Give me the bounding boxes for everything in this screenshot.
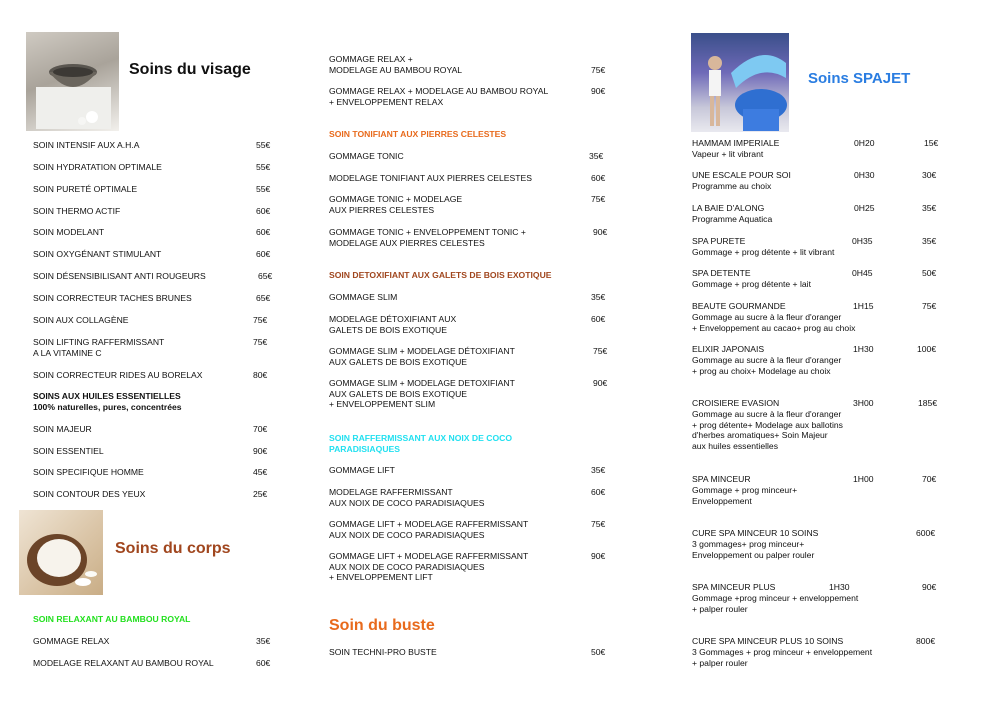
raff-heading: SOIN RAFFERMISSANT AUX NOIX DE COCO PARADISIAQUES (329, 433, 513, 454)
list-item-price: 60€ (591, 173, 606, 183)
list-item-name: MODELAGE RAFFERMISSANT AUX NOIX DE COCO PARADISIAQUES (329, 487, 485, 508)
list-item-name: SOIN CORRECTEUR TACHES BRUNES (33, 293, 192, 303)
list-item-name: ELIXIR JAPONAIS (692, 344, 765, 354)
list-item-price: 30€ (922, 170, 937, 180)
list-item-name: MODELAGE RELAXANT AU BAMBOU ROYAL (33, 658, 214, 668)
list-item-name: SOIN LIFTING RAFFERMISSANT A LA VITAMINE C (33, 337, 165, 358)
list-item-name: SOIN MAJEUR (33, 424, 92, 434)
list-item-desc: Gommage au sucre à la fleur d'oranger + prog au choix+ Modelage au choix (692, 355, 842, 376)
list-item-price: 35€ (922, 203, 937, 213)
spajet-capsule-image (691, 33, 789, 132)
list-item-price: 35€ (256, 636, 271, 646)
list-item-price: 185€ (918, 398, 938, 408)
list-item-price: 90€ (593, 378, 608, 388)
list-item-price: 90€ (591, 551, 606, 561)
list-item-price: 75€ (591, 194, 606, 204)
list-item-price: 75€ (922, 301, 937, 311)
list-item-price: 75€ (591, 65, 606, 75)
list-item-price: 75€ (591, 519, 606, 529)
list-item-price: 65€ (258, 271, 273, 281)
list-item-name: MODELAGE TONIFIANT AUX PIERRES CELESTES (329, 173, 532, 183)
list-item-duration: 1H30 (853, 344, 874, 354)
list-item-price: 55€ (256, 140, 271, 150)
list-item-price: 75€ (253, 337, 268, 347)
list-item-price: 90€ (593, 227, 608, 237)
list-item-price: 90€ (591, 86, 606, 96)
spa-bowl-icon (26, 32, 119, 131)
list-item-name: CROISIERE EVASION (692, 398, 780, 408)
list-item-name: GOMMAGE SLIM (329, 292, 398, 302)
list-item-name: SPA DETENTE (692, 268, 751, 278)
list-item-name: LA BAIE D'ALONG (692, 203, 765, 213)
spa-bowl-image (26, 32, 119, 131)
list-item-name: SOIN INTENSIF AUX A.H.A (33, 140, 140, 150)
list-item-name: SOIN OXYGÉNANT STIMULANT (33, 249, 162, 259)
list-item-name: SOIN PURETÉ OPTIMALE (33, 184, 138, 194)
list-item-name: GOMMAGE TONIC + MODELAGE AUX PIERRES CELESTES (329, 194, 463, 215)
visage-title: Soins du visage (129, 61, 251, 78)
list-item-duration: 0H45 (852, 268, 873, 278)
list-item-price: 50€ (922, 268, 937, 278)
list-item-name: SOIN ESSENTIEL (33, 446, 104, 456)
list-item-price: 90€ (922, 582, 937, 592)
list-item-name: SOIN AUX COLLAGÈNE (33, 315, 129, 325)
spajet-title: Soins SPAJET (808, 70, 911, 87)
list-item-price: 60€ (256, 658, 271, 668)
list-item-desc: Vapeur + lit vibrant (692, 149, 764, 159)
list-item-price: 100€ (917, 344, 937, 354)
list-item-price: 25€ (253, 489, 268, 499)
list-item-duration: 0H25 (854, 203, 875, 213)
list-item-desc: Programme Aquatica (692, 214, 773, 224)
list-item-price: 90€ (253, 446, 268, 456)
list-item-name: GOMMAGE TONIC (329, 151, 404, 161)
list-item-price: 35€ (591, 292, 606, 302)
list-item-desc: Gommage au sucre à la fleur d'oranger + Enveloppement au cacao+ prog au choix (692, 312, 856, 333)
list-item-price: 45€ (253, 467, 268, 477)
relaxant-heading: SOIN RELAXANT AU BAMBOU ROYAL (33, 614, 191, 624)
list-item-price: 35€ (589, 151, 604, 161)
list-item-price: 60€ (591, 487, 606, 497)
list-item-name: SOIN TECHNI-PRO BUSTE (329, 647, 437, 657)
list-item-name: GOMMAGE LIFT (329, 465, 395, 475)
list-item-name: SOIN THERMO ACTIF (33, 206, 121, 216)
list-item-duration: 1H30 (829, 582, 850, 592)
spa-capsule-icon (691, 33, 789, 132)
detox-heading: SOIN DETOXIFIANT AUX GALETS DE BOIS EXOTIQUE (329, 270, 552, 280)
list-item-name: GOMMAGE RELAX + MODELAGE AU BAMBOU ROYAL + ENVELOPPEMENT RELAX (329, 86, 549, 107)
list-item-name: UNE ESCALE POUR SOI (692, 170, 791, 180)
list-item-name: CURE SPA MINCEUR PLUS 10 SOINS (692, 636, 844, 646)
list-item-price: 70€ (922, 474, 937, 484)
buste-title: Soin du buste (329, 617, 435, 634)
coconut-icon (19, 510, 103, 595)
list-item-price: 65€ (256, 293, 271, 303)
list-item-desc: 3 Gommages + prog minceur + enveloppement + palper rouler (692, 647, 873, 668)
list-item-name: GOMMAGE RELAX + MODELAGE AU BAMBOU ROYAL (329, 54, 463, 75)
list-item-desc: Gommage au sucre à la fleur d'oranger + prog détente+ Modelage aux ballotins d'herbes aromatiques+ Soin Majeur aux huiles essentielles (692, 409, 843, 451)
coconut-image (19, 510, 103, 595)
list-item-price: 800€ (916, 636, 936, 646)
list-item-desc: Gommage + prog détente + lait (692, 279, 811, 289)
list-item-duration: 3H00 (853, 398, 874, 408)
list-item-name: SOIN CORRECTEUR RIDES AU BORELAX (33, 370, 203, 380)
list-item-name: SOIN MODELANT (33, 227, 105, 237)
corps-title: Soins du corps (115, 540, 231, 557)
list-item-price: 60€ (256, 249, 271, 259)
list-item-duration: 1H15 (853, 301, 874, 311)
huiles-heading: SOINS AUX HUILES ESSENTIELLES 100% naturelles, pures, concentrées (33, 391, 182, 412)
list-item-price: 35€ (591, 465, 606, 475)
list-item-name: GOMMAGE TONIC + ENVELOPPEMENT TONIC + MODELAGE AUX PIERRES CELESTES (329, 227, 526, 248)
tonifiant-heading: SOIN TONIFIANT AUX PIERRES CELESTES (329, 129, 507, 139)
list-item-name: GOMMAGE SLIM + MODELAGE DÉTOXIFIANT AUX GALETS DE BOIS EXOTIQUE (329, 346, 515, 367)
list-item-price: 80€ (253, 370, 268, 380)
list-item-price: 600€ (916, 528, 936, 538)
list-item-duration: 0H30 (854, 170, 875, 180)
list-item-name: SOIN HYDRATATION OPTIMALE (33, 162, 162, 172)
list-item-name: SOIN CONTOUR DES YEUX (33, 489, 146, 499)
list-item-price: 50€ (591, 647, 606, 657)
list-item-duration: 1H00 (853, 474, 874, 484)
list-item-name: BEAUTE GOURMANDE (692, 301, 786, 311)
list-item-name: SOIN SPECIFIQUE HOMME (33, 467, 144, 477)
list-item-duration: 0H20 (854, 138, 875, 148)
list-item-price: 55€ (256, 184, 271, 194)
list-item-name: MODELAGE DÉTOXIFIANT AUX GALETS DE BOIS EXOTIQUE (329, 314, 457, 335)
list-item-desc: Gommage + prog détente + lit vibrant (692, 247, 835, 257)
list-item-price: 60€ (256, 227, 271, 237)
list-item-name: GOMMAGE SLIM + MODELAGE DETOXIFIANT AUX GALETS DE BOIS EXOTIQUE + ENVELOPPEMENT SLIM (329, 378, 515, 409)
list-item-desc: Programme au choix (692, 181, 772, 191)
list-item-name: SPA MINCEUR (692, 474, 751, 484)
list-item-name: SPA MINCEUR PLUS (692, 582, 776, 592)
list-item-price: 60€ (256, 206, 271, 216)
list-item-desc: 3 gommages+ prog minceur+ Enveloppement ou palper rouler (692, 539, 815, 560)
list-item-desc: Gommage +prog minceur + enveloppement + palper rouler (692, 593, 859, 614)
list-item-duration: 0H35 (852, 236, 873, 246)
list-item-name: GOMMAGE LIFT + MODELAGE RAFFERMISSANT AUX NOIX DE COCO PARADISIAQUES + ENVELOPPEMENT LIFT (329, 551, 529, 582)
list-item-name: GOMMAGE RELAX (33, 636, 110, 646)
list-item-name: HAMMAM IMPERIALE (692, 138, 780, 148)
list-item-price: 60€ (591, 314, 606, 324)
list-item-price: 15€ (924, 138, 939, 148)
list-item-name: SPA PURETE (692, 236, 746, 246)
list-item-price: 35€ (922, 236, 937, 246)
list-item-price: 75€ (593, 346, 608, 356)
list-item-name: SOIN DÉSENSIBILISANT ANTI ROUGEURS (33, 271, 206, 281)
list-item-name: CURE SPA MINCEUR 10 SOINS (692, 528, 819, 538)
list-item-price: 70€ (253, 424, 268, 434)
list-item-price: 55€ (256, 162, 271, 172)
list-item-desc: Gommage + prog minceur+ Enveloppement (692, 485, 798, 506)
list-item-name: GOMMAGE LIFT + MODELAGE RAFFERMISSANT AUX NOIX DE COCO PARADISIAQUES (329, 519, 529, 540)
list-item-price: 75€ (253, 315, 268, 325)
